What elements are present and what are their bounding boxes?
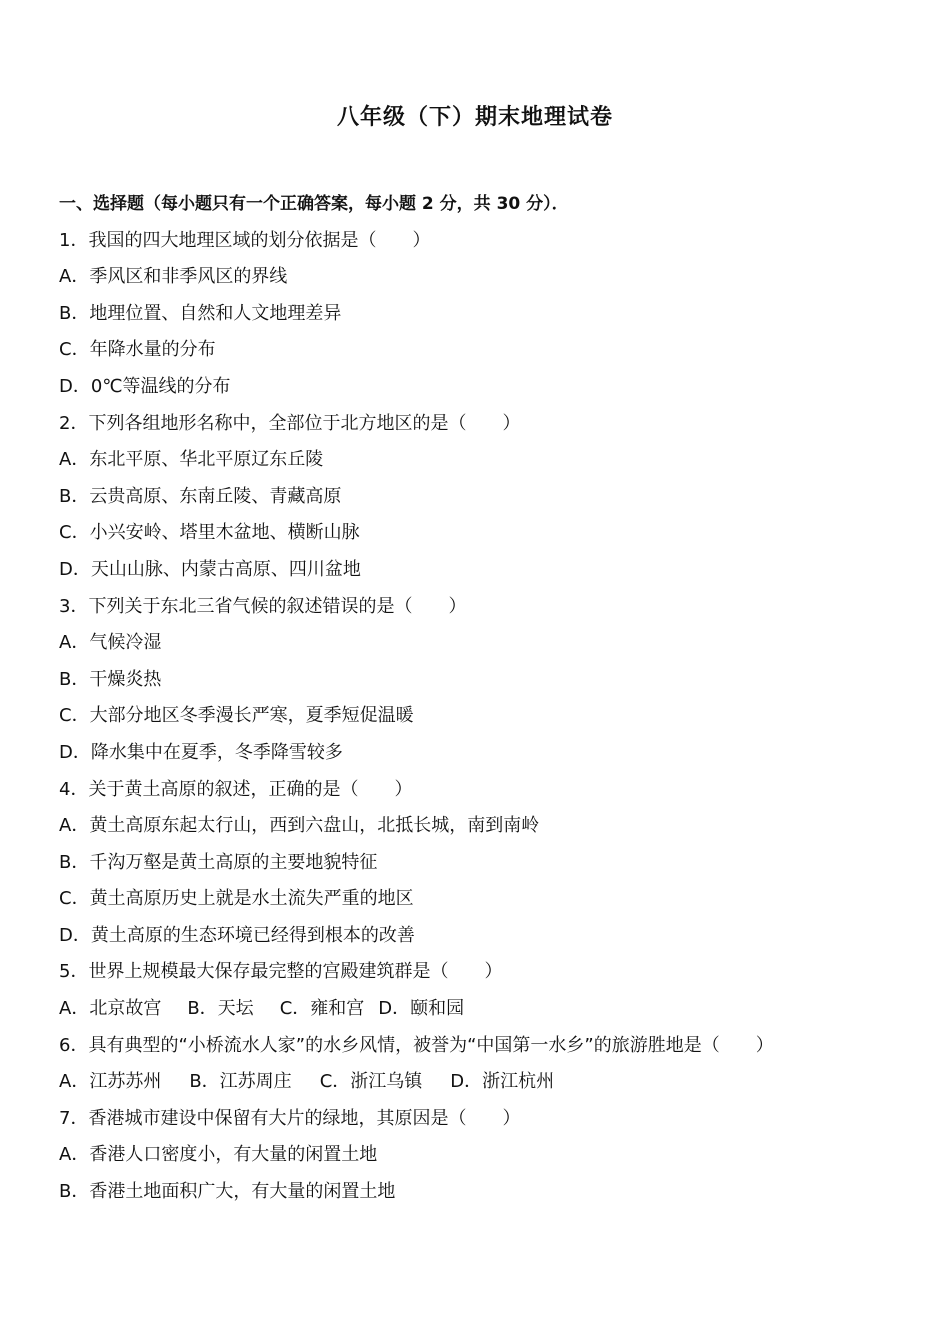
- option-item: B．天坛: [187, 998, 254, 1020]
- option-item: A．江苏苏州: [59, 1071, 162, 1093]
- option-line: A．黄土高原东起太行山，西到六盘山，北抵长城，南到南岭: [59, 815, 540, 837]
- option-row: [59, 991, 919, 1028]
- option-line: A．季风区和非季风区的界线: [59, 266, 288, 288]
- option-line: D．降水集中在夏季，冬季降雪较多: [59, 741, 343, 763]
- option-line: B．千沟万壑是黄土高原的主要地貌特征: [59, 851, 378, 873]
- question-line: 6．具有典型的“小桥流水人家”的水乡风情，被誉为“中国第一水乡”的旅游胜地是（ ）: [59, 1034, 774, 1056]
- option-row: [59, 1064, 919, 1101]
- option-line: B．香港土地面积广大，有大量的闲置土地: [59, 1181, 396, 1203]
- option-line: A．东北平原、华北平原辽东丘陵: [59, 449, 324, 471]
- option-line: B．地理位置、自然和人文地理差异: [59, 302, 342, 324]
- option-item: D．颐和园: [378, 998, 465, 1020]
- option-line: C．小兴安岭、塔里木盆地、横断山脉: [59, 522, 360, 544]
- option-line: C．年降水量的分布: [59, 339, 216, 361]
- question-line: 2．下列各组地形名称中，全部位于北方地区的是（ ）: [59, 412, 521, 434]
- question-line: 5．世界上规模最大保存最完整的宫殿建筑群是（ ）: [59, 961, 503, 983]
- question-line: 1．我国的四大地理区域的划分依据是（ ）: [59, 229, 431, 251]
- section-heading: 一、选择题（每小题只有一个正确答案，每小题 2 分，共 30 分）．: [59, 194, 569, 214]
- option-line: D．黄土高原的生态环境已经得到根本的改善: [59, 924, 415, 946]
- option-item: A．北京故宫: [59, 998, 162, 1020]
- option-line: A．气候冷湿: [59, 632, 162, 654]
- question-line: 7．香港城市建设中保留有大片的绿地，其原因是（ ）: [59, 1107, 521, 1129]
- option-item: C．浙江乌镇: [319, 1071, 423, 1093]
- option-item: B．江苏周庄: [189, 1071, 292, 1093]
- option-line: D．0℃等温线的分布: [59, 375, 231, 397]
- option-line: C．黄土高原历史上就是水土流失严重的地区: [59, 888, 414, 910]
- option-line: B．干燥炎热: [59, 668, 162, 690]
- option-item: C．雍和宫: [279, 998, 365, 1020]
- exam-content: [59, 186, 919, 1211]
- option-line: C．大部分地区冬季漫长严寒，夏季短促温暖: [59, 705, 414, 727]
- question-line: 3．下列关于东北三省气候的叙述错误的是（ ）: [59, 595, 467, 617]
- option-line: A．香港人口密度小，有大量的闲置土地: [59, 1144, 378, 1166]
- option-line: D．天山山脉、内蒙古高原、四川盆地: [59, 558, 361, 580]
- exam-title: 八年级（下）期末地理试卷: [336, 105, 613, 130]
- option-line: B．云贵高原、东南丘陵、青藏高原: [59, 485, 342, 507]
- option-item: D．浙江杭州: [450, 1071, 555, 1093]
- question-line: 4．关于黄土高原的叙述，正确的是（ ）: [59, 778, 413, 800]
